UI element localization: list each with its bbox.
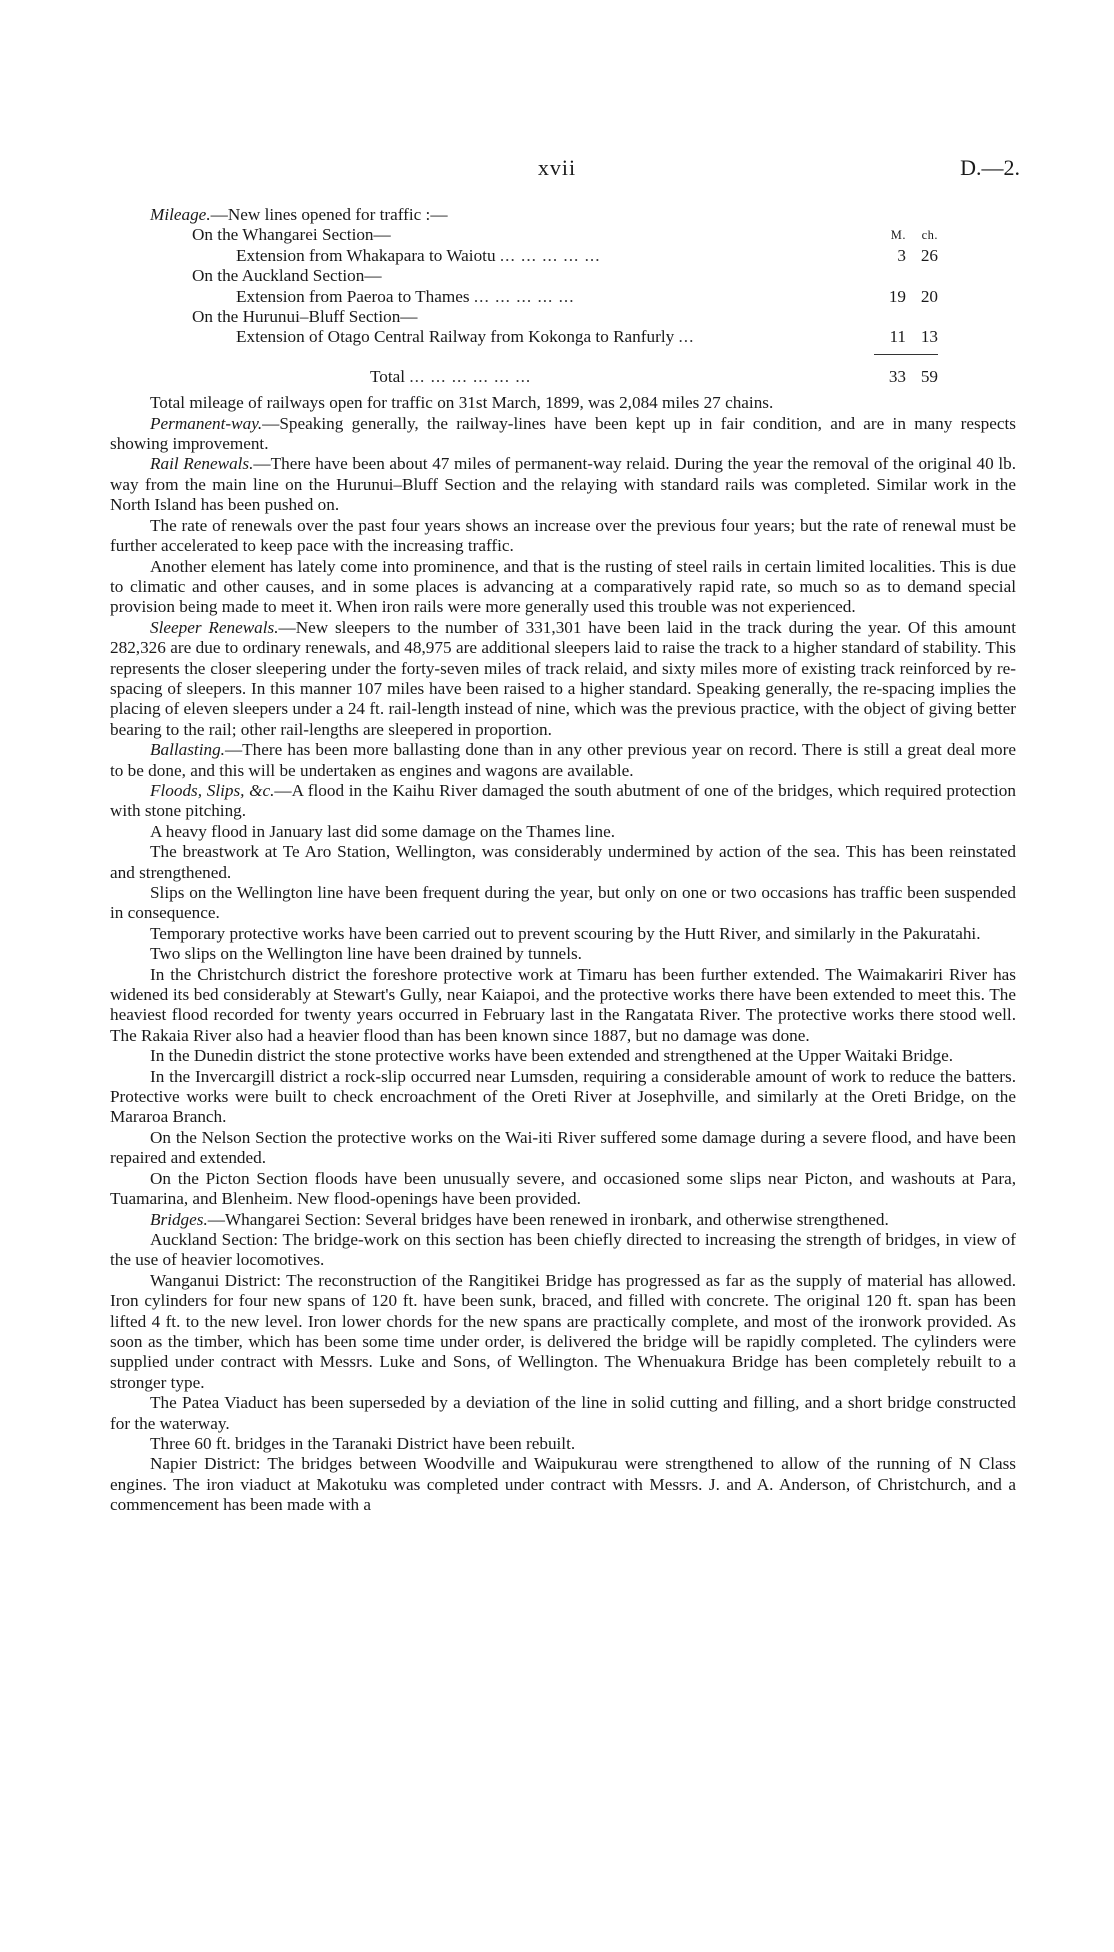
body-paragraph [110,883,1016,924]
paragraph-side-heading: Permanent-way. [150,413,263,433]
paragraph-text: In the Invercargill district a rock-slip occurred near Lumsden, requiring a considerable amount of work to reduce the batters. Protective works were built to check encroachment of the Oreti River at Josephville, and similarly at the Oreti Bridge, on the Mararoa Branch. [110,1066,1016,1127]
paragraph-text: In the Christchurch district the foreshore protective work at Timaru has been further extended. The Waimakariri River has widened its bed considerably at Stewart's Gully, near Kaiapoi, and the protective works there have been extended to meet this. The heaviest flood recorded for twenty years occurred in February last in the Rangatata River. The protective works there stood well. The Rakaia River also had a heavier flood than has been known since 1887, but no damage was done. [110,964,1016,1045]
body-paragraph [110,1169,1016,1210]
paragraph-text: Slips on the Wellington line have been frequent during the year, but only on one or two occasions has traffic been suspended in consequence. [110,883,1016,923]
paragraph-text: —There have been about 47 miles of permanent-way relaid. During the year the removal of the original 40 lb. way from the main line on the Hurunui–Bluff Section and the relaying with standard rails was completed. Similar work in the North Island has been pushed on. [110,454,1016,515]
mileage-chains-value: 26 [920,245,938,265]
total-chains-value: 59 [920,366,938,386]
paragraph-text: Temporary protective works have been carried out to prevent scouring by the Hutt River, and similarly in the Pakuratahi. [150,923,981,943]
body-paragraph [110,393,1016,413]
paragraph-side-heading: Ballasting. [150,740,225,760]
body-paragraph [110,822,1016,842]
mileage-total-row [110,355,1016,387]
paragraph-text: On the Nelson Section the protective works on the Wai-iti River suffered some damage during a severe flood, and have been repaired and extended. [110,1127,1016,1168]
body-paragraph [110,414,1016,455]
mileage-heading: Mileage. [150,205,211,224]
body-paragraph [110,781,1016,822]
paragraph-text: The Patea Viaduct has been superseded by a deviation of the line in solid cutting and filling, and a short bridge constructed for the waterway. [110,1393,1016,1433]
miles-unit-header: M. [890,228,906,243]
paragraph-text: Two slips on the Wellington line have been drained by tunnels. [150,944,582,964]
body-paragraph [110,454,1016,515]
mileage-section-row [110,225,1016,245]
body-paragraph [110,1230,1016,1271]
mileage-item-label: Extension of Otago Central Railway from Kokonga to Ranfurly [236,327,675,347]
mileage-miles-value: 19 [888,286,906,306]
page-header [0,155,1114,185]
total-miles-value: 33 [888,366,906,386]
paragraph-text: —Whangarei Section: Several bridges have been renewed in ironbark, and otherwise strengthened. [207,1209,889,1229]
body-paragraph [110,618,1016,740]
mileage-item-row [110,246,1016,266]
mileage-item-label: Extension from Paeroa to Thames [236,286,470,306]
mileage-chains-value: 20 [920,286,938,306]
leader-dots: ... ... ... ... ... [473,286,575,306]
page-number: xvii [537,155,577,180]
paragraph-text: —New sleepers to the number of 331,301 have been laid in the track during the year. Of this amount 282,326 are due to ordinary renewals, and 48,975 are additional sleepers laid to raise the track to a higher standard of stability. This represents the closer sleepering under the forty-seven miles of track relaid, and sixty miles more of existing track reinforced by re-spacing of sleepers. In this manner 107 miles have been raised to a higher standard. Speaking generally, the re-spacing implies the placing of eleven sleepers under a 24 ft. rail-length instead of nine, which was the previous practice, with the object of giving better bearing to the rail; other rail-lengths are sleepered in proportion. [110,617,1016,739]
leader-dots: ... ... ... ... ... ... [409,366,532,386]
mileage-miles-value: 3 [897,245,906,265]
body-paragraph [110,842,1016,883]
mileage-section-label: On the Whangarei Section— [192,225,391,245]
mileage-rule-row [110,348,1016,355]
mileage-item-label: Extension from Whakapara to Waiotu [236,245,496,265]
paragraph-text: Three 60 ft. bridges in the Taranaki District have been rebuilt. [150,1433,576,1453]
body-paragraph [110,557,1016,618]
body-paragraph [110,740,1016,781]
body-paragraph [110,1434,1016,1454]
leader-dots: ... ... ... ... ... [499,245,601,265]
paragraph-text: In the Dunedin district the stone protective works have been extended and strengthened at the Upper Waitaki Bridge. [150,1046,953,1066]
body-paragraph [110,1128,1016,1169]
paragraph-text: A heavy flood in January last did some damage on the Thames line. [150,821,616,841]
document-reference: D.—2. [960,155,1020,180]
body-paragraphs [110,393,1016,1515]
mileage-item-row [110,327,1016,347]
paragraph-side-heading: Bridges. [150,1209,208,1229]
paragraph-text: The breastwork at Te Aro Station, Wellington, was considerably undermined by action of the sea. This has been reinstated and strengthened. [110,842,1016,882]
mileage-intro-row [110,205,1016,225]
mileage-section-label: On the Hurunui–Bluff Section— [192,307,418,327]
body-paragraph [110,944,1016,964]
chains-unit-header: ch. [921,228,938,243]
paragraph-side-heading: Rail Renewals. [150,454,254,474]
mileage-miles-value: 11 [889,327,906,347]
body-paragraph [110,1454,1016,1515]
body-paragraph [110,965,1016,1047]
mileage-item-row [110,287,1016,307]
paragraph-text: —Speaking generally, the railway-lines have been kept up in fair condition, and are in many respects showing improvement. [110,413,1016,454]
mileage-section-row [110,307,1016,327]
body-paragraph [110,1393,1016,1434]
mileage-chains-value: 13 [920,327,938,347]
mileage-section-row [110,266,1016,286]
paragraph-side-heading: Floods, Slips, &c. [150,780,275,800]
mileage-section-label: On the Auckland Section— [192,266,382,286]
paragraph-text: On the Picton Section floods have been unusually severe, and occasioned some slips near Picton, and washouts at Para, Tuamarina, and Blenheim. New flood-openings have been provided. [110,1168,1016,1209]
paragraph-text: Another element has lately come into prominence, and that is the rusting of steel rails in certain limited localities. This is due to climatic and other causes, and in some places is advancing at a comparatively rapid rate, so much so as to demand special provision being made to meet it. When iron rails were more generally used this trouble was not experienced. [110,556,1016,617]
total-label: Total [370,366,406,386]
body-paragraph [110,1046,1016,1066]
leader-dots: ... [678,327,695,347]
body-paragraph [110,1210,1016,1230]
body-paragraph [110,1271,1016,1393]
body-paragraph [110,1067,1016,1128]
paragraph-text: Auckland Section: The bridge-work on this section has been chiefly directed to increasing the strength of bridges, in view of the use of heavier locomotives. [110,1229,1016,1270]
body-paragraph [110,516,1016,557]
paragraph-text: —There has been more ballasting done than in any other previous year on record. There is still a great deal more to be done, and this will be undertaken as engines and wagons are available. [110,740,1016,780]
paragraph-text: The rate of renewals over the past four years shows an increase over the previous four years; but the rate of renewal must be further accelerated to keep pace with the increasing traffic. [110,515,1016,556]
paragraph-side-heading: Sleeper Renewals. [150,617,279,637]
mileage-intro-text: —New lines opened for traffic :— [210,205,448,224]
body-paragraph [110,924,1016,944]
paragraph-text: Total mileage of railways open for traffic on 31st March, 1899, was 2,084 miles 27 chains. [150,393,774,413]
paragraph-text: Wanganui District: The reconstruction of the Rangitikei Bridge has progressed as far as the supply of material has allowed. Iron cylinders for four new spans of 120 ft. have been sunk, braced, and filled with concrete. The original 120 ft. span has been lifted 4 ft. to the new level. Iron lower chords for the new spans are practically complete, and most of the ironwork provided. As soon as the timber, which has been some time under order, is delivered the bridge will be rapidly completed. The cylinders were supplied under contract with Messrs. Luke and Sons, of Wellington. The Whenuakura Bridge has been completely rebuilt to a stronger type. [110,1270,1016,1392]
paragraph-text: Napier District: The bridges between Woodville and Waipukurau were strengthened to allow of the running of N Class engines. The iron viaduct at Makotuku was completed under contract with Messrs. J. and A. Anderson, of Christchurch, and a commencement has been made with a [110,1454,1016,1515]
paragraph-text: —A flood in the Kaihu River damaged the south abutment of one of the bridges, which required protection with stone pitching. [110,780,1016,821]
mileage-table [110,205,1016,387]
page-body [110,205,1016,1516]
